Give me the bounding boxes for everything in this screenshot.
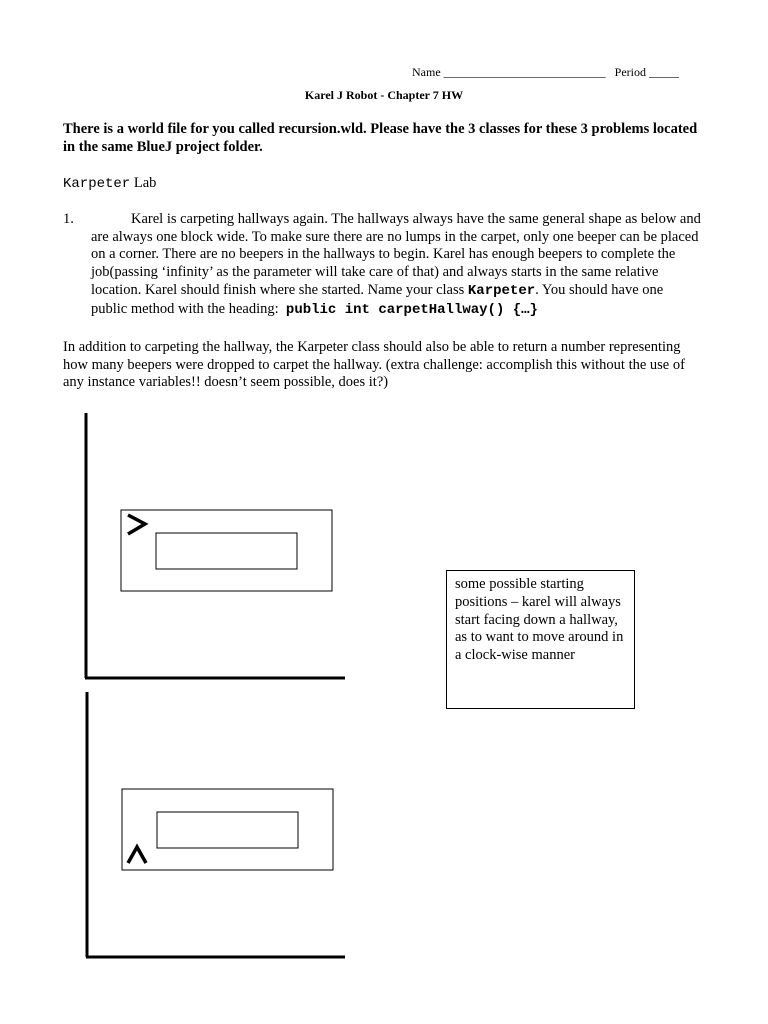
period-label: Period bbox=[614, 65, 646, 79]
problem-1-text-a: Karel is carpeting hallways again. The hallways always have the same general shape as below and are always one block wide. To make sure there are no lumps in the carpet, only one beeper can be placed on a corner. There are no beepers in the hallways to begin. Karel has enough beepers to complete the job(passing ‘infinity’ as the parameter will take care of that) and always starts in the same relative location. Karel should finish where she started. Name your class bbox=[91, 211, 701, 298]
section-code-word: Karpeter bbox=[63, 176, 131, 192]
hallway-inner bbox=[157, 812, 298, 848]
robot-north-icon bbox=[128, 847, 146, 863]
robot-east-icon bbox=[128, 515, 145, 534]
hallway-diagram-1 bbox=[85, 413, 345, 678]
name-label: Name bbox=[412, 65, 441, 79]
hallway-diagram-2 bbox=[86, 692, 345, 957]
problem-number: 1. bbox=[63, 211, 74, 227]
intro-paragraph: There is a world file for you called recursion.wld. Please have the 3 classes for these 3 problems located in the same BlueJ project folder. bbox=[63, 121, 698, 155]
period-blank: _____ bbox=[649, 65, 679, 79]
problem-1-text-b: . You should have one public method with the heading: bbox=[91, 281, 664, 317]
class-name: Karpeter bbox=[467, 282, 536, 299]
section-word: Lab bbox=[133, 175, 157, 191]
method-heading: public int carpetHallway() {…} bbox=[285, 301, 538, 318]
name-blank: ___________________________ bbox=[443, 65, 606, 79]
hallway-outer bbox=[122, 789, 333, 870]
hallway-outer bbox=[121, 510, 332, 591]
note-box: some possible starting positions – karel will always start facing down a hallway, as to want to move around in a clock-wise manner bbox=[446, 570, 635, 709]
document-title: Karel J Robot - Chapter 7 HW bbox=[304, 88, 464, 102]
hallway-inner bbox=[156, 533, 297, 569]
paragraph-2: In addition to carpeting the hallway, the Karpeter class should also be able to return a number representing how many beepers were dropped to carpet the hallway. (extra challenge: accomplish this without the use of any instance variables!! doesn’t seem possible, does it?) bbox=[63, 339, 685, 391]
